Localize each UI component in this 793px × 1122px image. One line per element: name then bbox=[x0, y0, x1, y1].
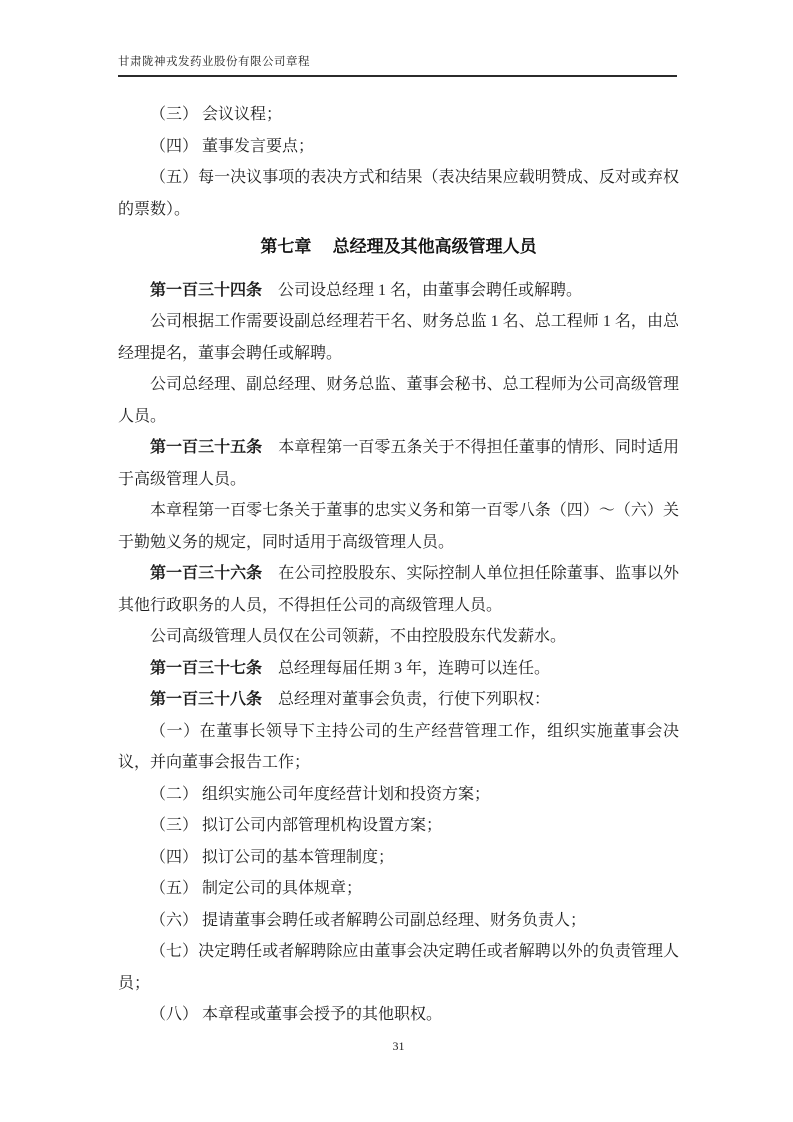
paragraph-text: （二） 组织实施公司年度经营计划和投资方案； bbox=[150, 785, 491, 803]
paragraph-text: 本章程第一百零七条关于董事的忠实义务和第一百零八条（四）～（六）关于勤勉义务的规定，同时适用于高级管理人员。 bbox=[118, 502, 679, 551]
paragraph bbox=[118, 306, 679, 369]
paragraph-text: 在公司控股股东、实际控制人单位担任除董事、监事以外其他行政职务的人员，不得担任公司的高级管理人员。 bbox=[118, 565, 679, 614]
article-number: 第一百三十七条 bbox=[150, 659, 263, 677]
paragraph-text: （六） 提请董事会聘任或者解聘公司副总经理、财务负责人； bbox=[150, 911, 587, 929]
paragraph-text: 公司高级管理人员仅在公司领薪，不由控股股东代发薪水。 bbox=[150, 628, 567, 645]
paragraph-text: （八） 本章程或董事会授予的其他职权。 bbox=[150, 1006, 443, 1023]
list-item-text: （四） 董事发言要点； bbox=[150, 137, 315, 155]
paragraph-article-136 bbox=[118, 558, 679, 621]
list-item bbox=[118, 131, 679, 163]
paragraph bbox=[118, 495, 679, 558]
paragraph-article-137 bbox=[118, 653, 679, 685]
list-item-text: （五）每一决议事项的表决方式和结果（表决结果应载明赞成、反对或弃权的票数）。 bbox=[118, 169, 679, 218]
paragraph-text: 本章程第一百零五条关于不得担任董事的情形、同时适用于高级管理人员。 bbox=[118, 439, 679, 488]
list-item bbox=[118, 810, 679, 842]
paragraph-text: （七）决定聘任或者解聘除应由董事会决定聘任或者解聘以外的负责管理人员； bbox=[118, 943, 679, 992]
list-item bbox=[118, 936, 679, 999]
list-item bbox=[118, 905, 679, 937]
paragraph-text: （一）在董事长领导下主持公司的生产经营管理工作，组织实施董事会决议，并向董事会报告工作； bbox=[118, 722, 679, 771]
list-item bbox=[118, 162, 679, 225]
paragraph-text: （四） 拟订公司的基本管理制度； bbox=[150, 848, 395, 866]
article-number: 第一百三十八条 bbox=[150, 691, 263, 708]
article-number: 第一百三十六条 bbox=[150, 565, 263, 582]
article-number: 第一百三十五条 bbox=[150, 439, 263, 456]
paragraph-text: 总经理每届任期 3 年，连聘可以连任。 bbox=[262, 659, 551, 677]
paragraph-article-138 bbox=[118, 684, 679, 716]
list-item-text: （三） 会议议程； bbox=[150, 106, 283, 123]
paragraph-article-135 bbox=[118, 432, 679, 495]
paragraph-article-134 bbox=[118, 275, 679, 307]
list-item bbox=[118, 716, 679, 779]
list-item bbox=[118, 99, 679, 131]
paragraph-text: （三） 拟订公司内部管理机构设置方案； bbox=[150, 817, 443, 834]
list-item bbox=[118, 999, 679, 1031]
paragraph-text: （五） 制定公司的具体规章； bbox=[150, 880, 363, 897]
list-item bbox=[118, 873, 679, 905]
paragraph-text: 公司总经理、副总经理、财务总监、董事会秘书、总工程师为公司高级管理人员。 bbox=[118, 376, 679, 425]
list-item bbox=[118, 842, 679, 874]
chapter-heading: 第七章 总经理及其他高级管理人员 bbox=[260, 237, 537, 256]
article-number: 第一百三十四条 bbox=[150, 281, 263, 299]
paragraph bbox=[118, 369, 679, 432]
document-body bbox=[118, 99, 679, 1031]
page-header bbox=[118, 55, 677, 77]
paragraph bbox=[118, 621, 679, 653]
paragraph-text: 总经理对董事会负责，行使下列职权： bbox=[262, 691, 551, 708]
paragraph-text: 公司根据工作需要设副总经理若干名、财务总监 1 名、总工程师 1 名，由总经理提名，董事会聘任或解聘。 bbox=[118, 313, 679, 362]
page-number: 31 bbox=[392, 1039, 405, 1053]
list-item bbox=[118, 779, 679, 811]
paragraph-text: 公司设总经理 1 名，由董事会聘任或解聘。 bbox=[262, 281, 583, 299]
page-footer bbox=[118, 1038, 679, 1054]
header-title: 甘肃陇神戎发药业股份有限公司章程 bbox=[118, 56, 310, 68]
